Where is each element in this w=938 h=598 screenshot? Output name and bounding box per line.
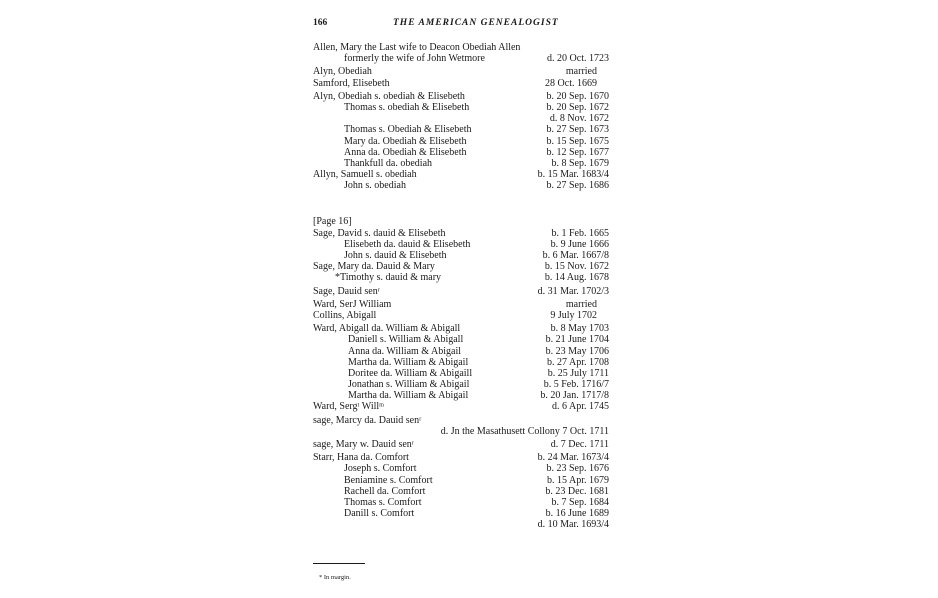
entry-name: Ward, SerJ William xyxy=(313,298,392,310)
entry-date: b. 16 June 1689 xyxy=(545,508,609,520)
entry-name: sage, Mary w. Dauid senʳ xyxy=(313,439,414,450)
entry-row xyxy=(313,78,625,89)
entry-row xyxy=(313,497,625,508)
entry-row xyxy=(313,169,625,180)
page-marker-text: [Page 16] xyxy=(313,216,352,228)
entry-row xyxy=(313,463,625,474)
page-marker xyxy=(313,216,625,227)
entry-name: Danill s. Comfort xyxy=(344,508,415,520)
entry-date: d. 10 Mar. 1693/4 xyxy=(537,519,609,531)
entry-name: Beniamine s. Comfort xyxy=(344,474,433,486)
entry-date: b. 15 Apr. 1679 xyxy=(547,474,609,486)
entry-date: b. 8 May 1703 xyxy=(550,323,609,335)
entry-date: b. 9 June 1666 xyxy=(550,238,609,250)
journal-title: THE AMERICAN GENEALOGIST xyxy=(393,18,559,28)
entry-row xyxy=(313,334,625,345)
entry-name: Mary da. Obediah & Elisebeth xyxy=(344,135,467,147)
entry-row xyxy=(313,272,625,283)
entry-date: b. 27 Sep. 1686 xyxy=(546,180,609,192)
entry-row xyxy=(313,136,625,147)
entry-row xyxy=(313,346,625,357)
entry-name: Elisebeth da. dauid & Elisebeth xyxy=(344,238,471,250)
entry-row xyxy=(313,299,625,310)
entry-row xyxy=(313,124,625,135)
entry-name: Thankfull da. obediah xyxy=(344,157,433,169)
entry-row xyxy=(313,147,625,158)
entry-date: b. 25 July 1711 xyxy=(547,367,609,379)
entry-name: Anna da. Obediah & Elisebeth xyxy=(344,146,467,158)
entry-name: Sage, Dauid senʳ xyxy=(313,285,380,297)
entry-date: b. 27 Sep. 1673 xyxy=(546,124,609,136)
entry-name: Collins, Abigall xyxy=(313,309,377,321)
entry-row xyxy=(313,310,625,321)
entry-name: John s. dauid & Elisebeth xyxy=(344,250,447,261)
entry-name: John s. obediah xyxy=(344,180,406,192)
entry-date: b. 24 Mar. 1673/4 xyxy=(537,452,609,464)
entry-row xyxy=(313,53,625,64)
entry-row xyxy=(313,158,625,169)
entry-name: Alyn, Obediah s. obediah & Elisebeth xyxy=(313,90,465,102)
entry-date: b. 6 Mar. 1667/8 xyxy=(542,250,609,261)
entry-row xyxy=(313,102,625,113)
book-page xyxy=(313,18,625,581)
entry-date: b. 5 Feb. 1716/7 xyxy=(543,379,609,391)
entry-date: b. 20 Sep. 1670 xyxy=(546,90,609,102)
entry-date: b. 12 Sep. 1677 xyxy=(546,146,609,158)
entry-row xyxy=(313,180,625,191)
entry-name: *Timothy s. dauid & mary xyxy=(335,272,442,284)
entry-name: Martha da. William & Abigail xyxy=(348,356,469,368)
entry-date: d. Jn the Masathusett Collony 7 Oct. 1711 xyxy=(440,425,609,437)
entry-name: Thomas s. obediah & Elisebeth xyxy=(344,101,470,113)
entry-date: d. 8 Nov. 1672 xyxy=(549,113,609,125)
entry-date: married xyxy=(565,298,597,310)
running-head xyxy=(313,18,625,32)
entry-name: Martha da. William & Abigail xyxy=(348,390,469,402)
entry-name: Samford, Elisebeth xyxy=(313,77,390,89)
entry-date: b. 14 Aug. 1678 xyxy=(544,272,609,284)
entry-row xyxy=(313,475,625,486)
entry-name: Ward, Abigall da. William & Abigall xyxy=(313,323,461,335)
entry-row xyxy=(313,390,625,401)
entry-row xyxy=(313,42,625,53)
entry-date: b. 15 Sep. 1675 xyxy=(546,135,609,147)
entry-row xyxy=(313,379,625,390)
entry-name: sage, Marcy da. Dauid senʳ xyxy=(313,414,422,426)
entry-date: d. 20 Oct. 1723 xyxy=(547,53,609,65)
entry-date: married xyxy=(565,66,597,78)
entry-row xyxy=(313,228,625,239)
entry-name: Doritee da. William & Abigaill xyxy=(348,367,473,379)
entry-row xyxy=(313,452,625,463)
entry-row xyxy=(313,357,625,368)
entry-date: b. 20 Jan. 1717/8 xyxy=(540,390,609,402)
entry-date: d. 6 Apr. 1745 xyxy=(552,401,609,413)
entry-row xyxy=(313,508,625,519)
entry-row xyxy=(313,426,625,437)
entry-row xyxy=(313,519,625,530)
entry-name: Alyn, Obediah xyxy=(313,66,372,78)
entry-name: Joseph s. Comfort xyxy=(344,463,417,475)
entry-date: b. 8 Sep. 1679 xyxy=(551,157,609,169)
entry-date: 9 July 1702 xyxy=(550,309,597,321)
entry-name: Thomas s. Obediah & Elisebeth xyxy=(344,124,472,136)
entry-date: b. 23 May 1706 xyxy=(545,345,609,357)
entry-date: 28 Oct. 1669 xyxy=(545,77,597,89)
entry-name: Ward, Sergᵗ Willᵐ xyxy=(313,401,385,413)
entry-name: Allen, Mary the Last wife to Deacon Obediah Allen xyxy=(313,42,521,53)
footnote-rule xyxy=(313,563,365,564)
entry-row xyxy=(313,439,625,450)
genealogy-entries xyxy=(313,42,625,531)
entry-name: Thomas s. Comfort xyxy=(344,496,422,508)
entry-name: Daniell s. William & Abigall xyxy=(348,334,464,346)
entry-row xyxy=(313,415,625,426)
entry-name: Allyn, Samuell s. obediah xyxy=(313,169,417,181)
entry-date: d. 7 Dec. 1711 xyxy=(550,439,609,450)
entry-date: b. 15 Mar. 1683/4 xyxy=(537,169,609,181)
entry-row xyxy=(313,113,625,124)
entry-row xyxy=(313,486,625,497)
entry-date: b. 23 Dec. 1681 xyxy=(545,485,609,497)
entry-name: Anna da. William & Abigail xyxy=(348,345,462,357)
entry-date: b. 1 Feb. 1665 xyxy=(551,227,609,239)
entry-name: Jonathan s. William & Abigail xyxy=(348,379,470,391)
entry-name: Rachell da. Comfort xyxy=(344,485,426,497)
entry-row xyxy=(313,368,625,379)
entry-date: b. 15 Nov. 1672 xyxy=(544,261,609,273)
entry-row xyxy=(313,286,625,297)
entry-row xyxy=(313,323,625,334)
entry-date: b. 20 Sep. 1672 xyxy=(546,101,609,113)
entry-name: formerly the wife of John Wetmore xyxy=(344,53,485,65)
entry-name: Starr, Hana da. Comfort xyxy=(313,452,409,464)
entry-row xyxy=(313,239,625,250)
entry-row xyxy=(313,250,625,261)
entry-row xyxy=(313,66,625,77)
entry-date: d. 31 Mar. 1702/3 xyxy=(537,285,609,297)
entry-row xyxy=(313,401,625,412)
entry-row xyxy=(313,91,625,102)
entry-date: b. 23 Sep. 1676 xyxy=(546,463,609,475)
entry-date: b. 27 Apr. 1708 xyxy=(547,356,609,368)
entry-row xyxy=(313,261,625,272)
entry-name: Sage, David s. dauid & Elisebeth xyxy=(313,227,446,239)
entry-date: b. 21 June 1704 xyxy=(545,334,609,346)
footnote: * In margin. xyxy=(319,574,351,581)
page-number: 166 xyxy=(313,18,328,28)
entry-name: Sage, Mary da. Dauid & Mary xyxy=(313,261,435,273)
entry-date: b. 7 Sep. 1684 xyxy=(551,496,609,508)
